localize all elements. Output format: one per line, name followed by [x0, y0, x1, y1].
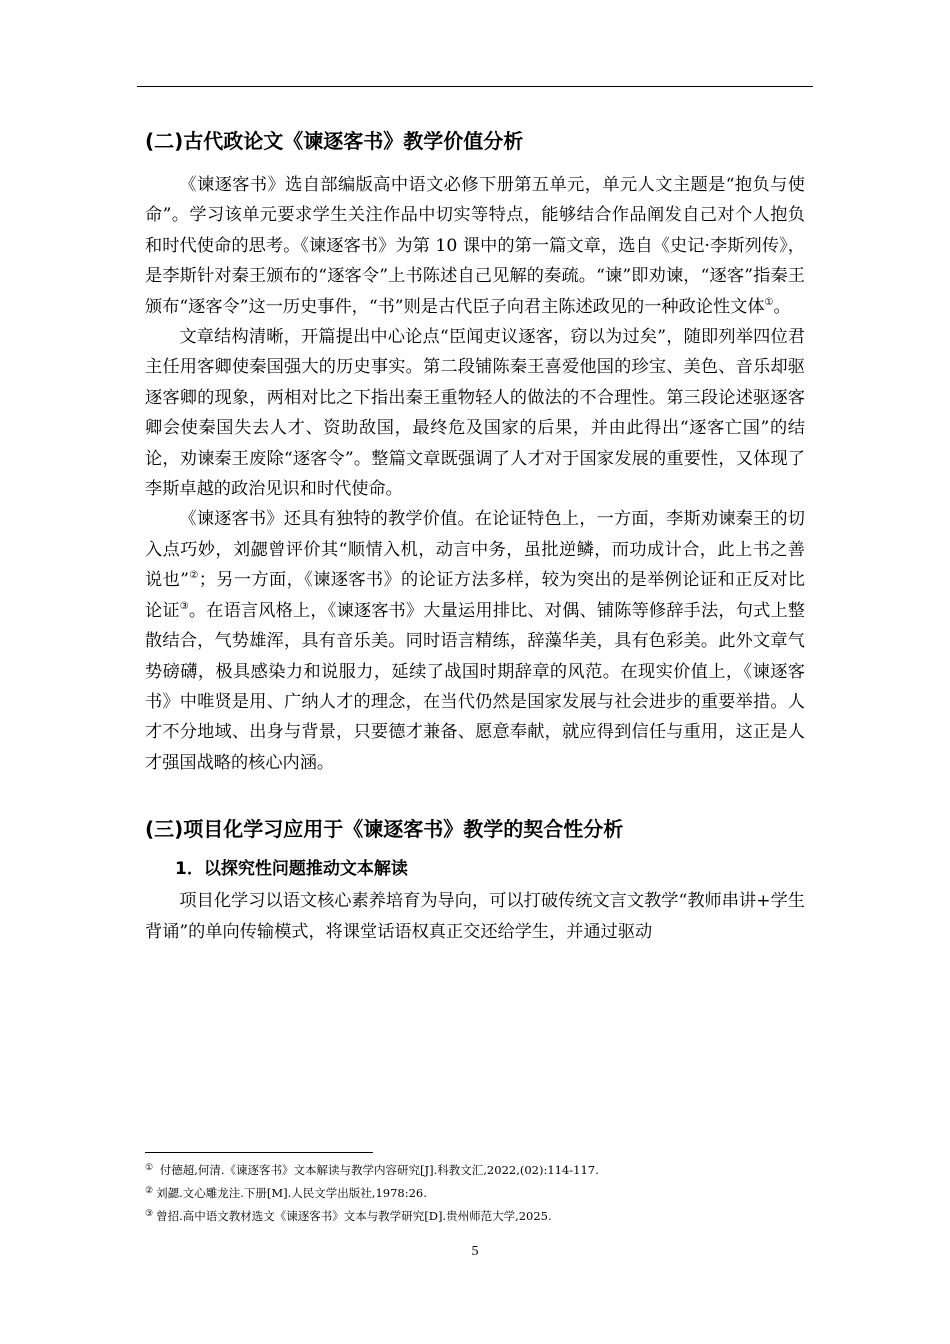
header-rule [137, 86, 813, 87]
paragraph-1-text: 《谏逐客书》选自部编版高中语文必修下册第五单元，单元人文主题是“抱负与使命”。学习该单元要求学生关注作品中切实等特点，能够结合作品阐发自己对个人抱负和时代使命的思考。《谏逐客书》为第 10 课中的第一篇文章，选自《史记·李斯列传》，是李斯针对秦王颁布的“逐客令”上书陈述自己见解的奏疏。“谏”即劝谏，“逐客”指秦王颁布“逐客令”这一历史事件，“书”则是古代臣子向君主陈述政见的一种政论性文体 [145, 175, 805, 317]
footnotes [145, 1158, 805, 1227]
paragraph-3-part3: 。在语言风格上，《谏逐客书》大量运用排比、对偶、铺陈等修辞手法，句式上整散结合，气势雄浑，具有音乐美。同时语言精练，辞藻华美，具有色彩美。此外文章气势磅礴，极具感染力和说服力，延续了战国时期辞章的风范。在现实价值上，《谏逐客书》中唯贤是用、广纳人才的理念，在当代仍然是国家发展与社会进步的重要举措。人才不分地域、出身与背景，只要德才兼备、愿意奉献，就应得到信任与重用，这正是人才强国战略的核心内涵。 [145, 600, 805, 773]
paragraph-3 [145, 504, 805, 778]
paragraph-1-tail: 。 [773, 296, 791, 317]
sub-heading-1: 1．以探究性问题推动文本解读 [175, 859, 408, 880]
footnote-mark-3: ③ [145, 1209, 154, 1219]
paragraph-1 [145, 170, 805, 322]
paragraph-4: 项目化学习以语文核心素养培育为导向，可以打破传统文言文教学“教师串讲+学生背诵”的单向传输模式，将课堂话语权真正交还给学生，并通过驱动 [145, 891, 805, 942]
section-heading-3: (三)项目化学习应用于《谏逐客书》教学的契合性分析 [145, 817, 624, 842]
footnote-separator [145, 1152, 373, 1153]
footnote-2 [145, 1181, 805, 1204]
footnote-mark-1: ① [145, 1163, 154, 1173]
footnote-text-1: 付德超,何清.《谏逐客书》文本解读与教学内容研究[J].科教文汇,2022,(02):114-117. [156, 1163, 599, 1177]
page-number: 5 [471, 1244, 479, 1259]
main-content [145, 124, 805, 947]
section-heading-2: (二)古代政论文《谏逐客书》教学价值分析 [145, 129, 524, 153]
paragraph-2: 文章结构清晰，开篇提出中心论点“臣闻吏议逐客，窃以为过矣”，随即列举四位君主任用客卿使秦国强大的历史事实。第二段铺陈秦王喜爱他国的珍宝、美色、音乐却驱逐客卿的现象，两相对比之下指出秦王重物轻人的做法的不合理性。第三段论述驱逐客卿会使秦国失去人才、资助敌国，最终危及国家的后果，并由此得出“逐客亡国”的结论，劝谏秦王废除“逐客令”。整篇文章既强调了人才对于国家发展的重要性，又体现了李斯卓越的政治见识和时代使命。 [145, 327, 805, 500]
footnote-ref-3: ③ [179, 600, 189, 612]
footnote-text-3: 曾招.高中语文教材选文《谏逐客书》文本与教学研究[D].贵州师范大学,2025. [156, 1209, 552, 1223]
paragraph-3-part2: ；另一方面，《谏逐客书》的论证方法多样，较为突出的是举例论证和正反对比论证 [145, 570, 805, 621]
footnote-ref-2: ② [188, 570, 199, 582]
footnote-1 [145, 1158, 805, 1181]
footnote-3 [145, 1204, 805, 1227]
paragraph-3-part1: 《谏逐客书》还具有独特的教学价值。在论证特色上，一方面，李斯劝谏秦王的切入点巧妙，刘勰曾评价其“顺情入机，动言中务，虽批逆鳞，而功成计合，此上书之善说也” [145, 509, 805, 591]
footnote-text-2: 刘勰.文心雕龙注.下册[M].人民文学出版社,1978:26. [156, 1186, 427, 1200]
footnote-ref-1: ① [764, 296, 774, 308]
footnote-mark-2: ② [145, 1186, 154, 1196]
